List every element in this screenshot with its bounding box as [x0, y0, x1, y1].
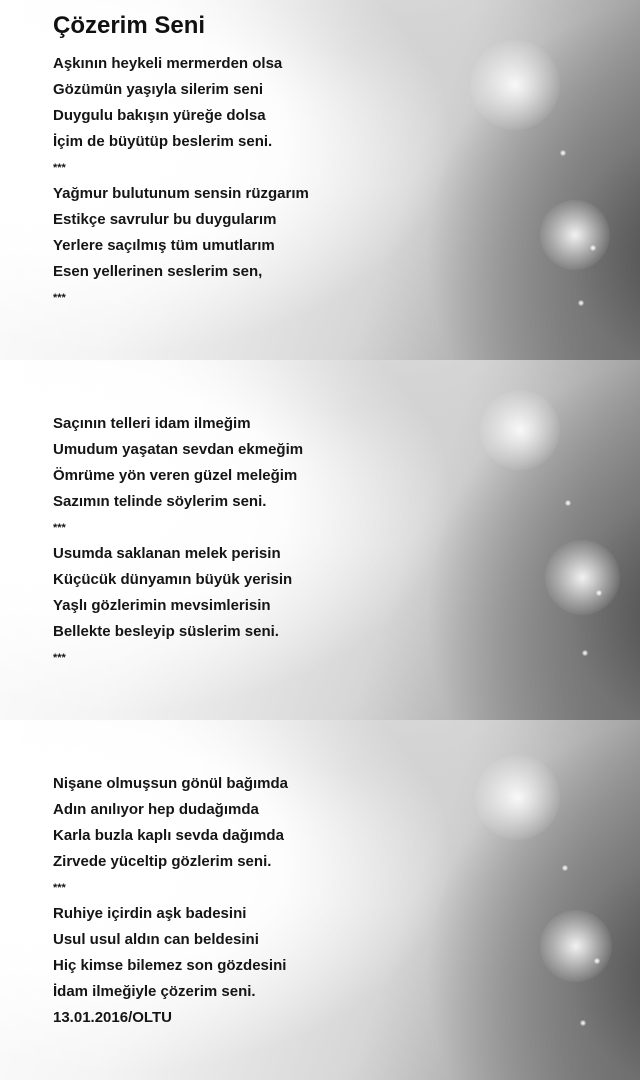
poem-line: Yaşlı gözlerimin mevsimlerisin	[53, 597, 271, 614]
bokeh-light	[470, 40, 560, 130]
poem-panel-2	[0, 360, 640, 720]
poem-date-signature: 13.01.2016/OLTU	[53, 1009, 172, 1026]
bokeh-light	[480, 390, 560, 470]
bokeh-light	[475, 755, 560, 840]
poem-line: İdam ilmeğiyle çözerim seni.	[53, 983, 256, 1000]
poem-line: Sazımın telinde söylerim seni.	[53, 493, 267, 510]
stanza-separator: ***	[53, 652, 66, 664]
sparkle-light	[562, 865, 568, 871]
poem-line: Aşkının heykeli mermerden olsa	[53, 55, 283, 72]
poem-line: Duygulu bakışın yüreğe dolsa	[53, 107, 266, 124]
poem-line: Estikçe savrulur bu duygularım	[53, 211, 277, 228]
poem-line: Gözümün yaşıyla silerim seni	[53, 81, 264, 98]
poem-panel-1	[0, 0, 640, 360]
stanza-group-1	[53, 51, 309, 311]
poem-line: İçim de büyütüp beslerim seni.	[53, 133, 273, 150]
poem-title: Çözerim Seni	[53, 12, 206, 39]
sparkle-light	[578, 300, 584, 306]
poem-line: Adın anılıyor hep dudağımda	[53, 801, 259, 818]
poem-line: Küçücük dünyamın büyük yerisin	[53, 571, 293, 588]
sparkle-light	[565, 500, 571, 506]
sparkle-light	[590, 245, 596, 251]
stanza-separator: ***	[53, 292, 66, 304]
sparkle-light	[596, 590, 602, 596]
bokeh-light	[540, 200, 610, 270]
poem-line: Nişane olmuşsun gönül bağımda	[53, 775, 289, 792]
poem-line: Saçının telleri idam ilmeğim	[53, 415, 251, 432]
stanza-separator: ***	[53, 522, 66, 534]
poem-line: Usumda saklanan melek perisin	[53, 545, 281, 562]
poem-line: Zirvede yüceltip gözlerim seni.	[53, 853, 272, 870]
stanza-group-2	[53, 411, 303, 671]
bokeh-light	[545, 540, 620, 615]
poem-line: Hiç kimse bilemez son gözdesini	[53, 957, 287, 974]
stanza-separator: ***	[53, 162, 66, 174]
poem-line: Umudum yaşatan sevdan ekmeğim	[53, 441, 304, 458]
sparkle-light	[582, 650, 588, 656]
poem-line: Yerlere saçılmış tüm umutlarım	[53, 237, 275, 254]
poem-line: Esen yellerinen seslerim sen,	[53, 263, 263, 280]
poem-line: Karla buzla kaplı sevda dağımda	[53, 827, 284, 844]
poem-line: Yağmur bulutunum sensin rüzgarım	[53, 185, 309, 202]
stanza-group-3	[53, 771, 288, 1031]
poem-line: Bellekte besleyip süslerim seni.	[53, 623, 279, 640]
sparkle-light	[594, 958, 600, 964]
sparkle-light	[560, 150, 566, 156]
poem-line: Ruhiye içirdin aşk badesini	[53, 905, 247, 922]
sparkle-light	[580, 1020, 586, 1026]
poem-line: Usul usul aldın can beldesini	[53, 931, 259, 948]
bokeh-light	[540, 910, 612, 982]
stanza-separator: ***	[53, 882, 66, 894]
poem-panel-3	[0, 720, 640, 1080]
poem-line: Ömrüme yön veren güzel meleğim	[53, 467, 298, 484]
